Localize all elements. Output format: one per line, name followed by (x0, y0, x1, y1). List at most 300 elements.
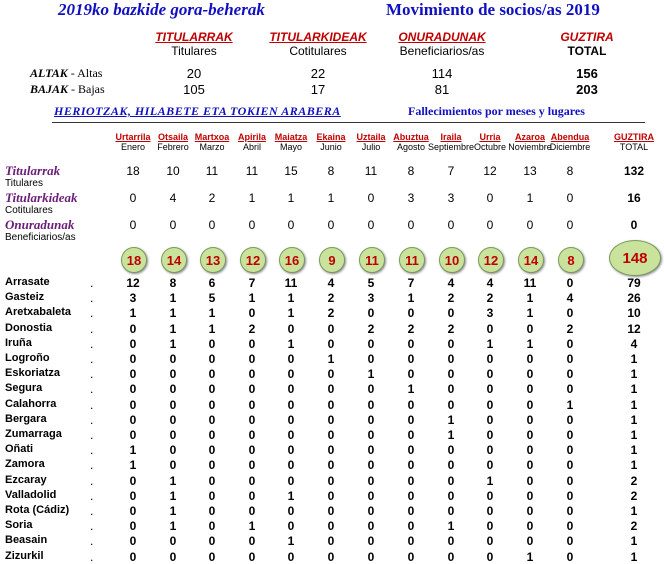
place-cell: 0 (248, 397, 256, 412)
place-cell: 1 (169, 473, 177, 488)
place-cell: 0 (248, 458, 256, 473)
place-cell: 0 (367, 458, 375, 473)
month-total-bubble: 10 (439, 247, 465, 273)
group-cell: 7 (447, 164, 455, 178)
place-cell: 0 (287, 367, 295, 382)
summary-cell: 105 (183, 82, 205, 97)
place-cell: 0 (447, 488, 455, 503)
place-cell: 0 (208, 443, 216, 458)
group-cell: 1 (248, 191, 256, 205)
summary-col-subheader: Titulares (171, 44, 217, 58)
place-cell: 3 (367, 291, 375, 306)
group-cell: 8 (327, 164, 335, 178)
place-cell: 0 (407, 367, 415, 382)
group-cell: 132 (623, 164, 645, 178)
place-cell: 0 (407, 473, 415, 488)
place-cell: 0 (526, 488, 534, 503)
place-cell: 2 (566, 321, 574, 336)
place-cell: 0 (248, 549, 256, 564)
place-cell: 0 (208, 397, 216, 412)
place-cell: 0 (486, 549, 494, 564)
place-cell: 1 (169, 488, 177, 503)
place-cell: 0 (447, 336, 455, 351)
place-cell: 1 (566, 397, 574, 412)
place-cell: 0 (566, 549, 574, 564)
group-cell: 0 (486, 191, 494, 205)
place-cell: 1 (208, 306, 216, 321)
place-cell: 0 (129, 428, 137, 442)
place-cell: 2 (630, 519, 638, 534)
place-cell: 0 (566, 534, 574, 549)
place-dot: . (90, 519, 94, 534)
place-cell: 0 (287, 443, 295, 458)
place-cell: 1 (287, 534, 295, 549)
place-cell: 0 (327, 458, 335, 473)
place-cell: 1 (367, 367, 375, 382)
month-total-bubble: 148 (609, 240, 661, 276)
place-cell: 3 (129, 291, 137, 306)
summary-col-header: TITULARRAK (155, 30, 233, 44)
place-cell: 0 (407, 397, 415, 412)
place-cell: 0 (327, 534, 335, 549)
place-cell: 0 (287, 519, 295, 534)
place-cell: 0 (447, 367, 455, 382)
group-sublabel: Titulares (5, 178, 43, 189)
place-cell: 0 (208, 336, 216, 351)
place-cell: 0 (287, 352, 295, 366)
place-cell: 1 (630, 352, 638, 366)
place-cell: 0 (327, 549, 335, 564)
summary-cell: 81 (434, 82, 450, 97)
place-cell: 0 (327, 321, 335, 336)
place-cell: 79 (627, 276, 641, 290)
group-cell: 13 (523, 164, 537, 178)
month-header: Maiatza Mayo (274, 132, 308, 152)
place-cell: 0 (248, 443, 256, 458)
place-cell: 0 (287, 412, 295, 427)
place-cell: 0 (407, 428, 415, 442)
place-cell: 0 (327, 382, 335, 397)
place-cell: 0 (208, 428, 216, 442)
place-cell: 0 (208, 549, 216, 564)
place-cell: 0 (208, 504, 216, 518)
place-cell: 0 (566, 412, 574, 427)
place-cell: 1 (526, 336, 534, 351)
month-total-bubble: 14 (518, 247, 544, 273)
place-cell: 1 (169, 321, 177, 336)
place-cell: 0 (129, 488, 137, 503)
place-cell: 1 (630, 549, 638, 564)
place-cell: 1 (526, 306, 534, 321)
place-cell: 0 (486, 488, 494, 503)
place-cell: 0 (129, 382, 137, 397)
place-cell: 1 (630, 443, 638, 458)
group-cell: 3 (447, 191, 455, 205)
month-total-bubble: 18 (121, 247, 147, 273)
group-cell: 0 (566, 218, 574, 232)
place-cell: 0 (367, 397, 375, 412)
place-cell: 0 (367, 382, 375, 397)
place-cell: 0 (566, 519, 574, 534)
place-cell: 0 (367, 412, 375, 427)
summary-cell: 156 (576, 66, 598, 81)
group-cell: 1 (287, 191, 295, 205)
summary-row-label: ALTAK - Altas (30, 66, 103, 80)
place-cell: 11 (284, 276, 298, 290)
group-cell: 0 (407, 218, 415, 232)
place-cell: 0 (208, 352, 216, 366)
place-cell: 0 (129, 367, 137, 382)
group-label: Onuradunak (5, 217, 75, 232)
group-label: Titularrak (5, 163, 61, 178)
place-name: Zumarraga (5, 428, 62, 440)
place-cell: 0 (526, 534, 534, 549)
place-dot: . (90, 367, 94, 382)
place-dot: . (90, 336, 94, 351)
summary-cell: 17 (310, 82, 326, 97)
place-cell: 0 (526, 519, 534, 534)
place-cell: 1 (630, 534, 638, 549)
month-header: Apirila Abril (237, 132, 266, 152)
group-cell: 0 (169, 218, 177, 232)
place-cell: 0 (367, 473, 375, 488)
group-cell: 11 (245, 164, 259, 178)
place-dot: . (90, 549, 94, 564)
place-cell: 2 (630, 488, 638, 503)
month-header: Abuztua Agosto (393, 132, 429, 152)
summary-cell: 114 (431, 66, 453, 81)
place-cell: 0 (526, 352, 534, 366)
place-cell: 0 (486, 321, 494, 336)
place-cell: 0 (287, 382, 295, 397)
summary-col-header: ONURADUNAK (398, 30, 486, 44)
place-dot: . (90, 321, 94, 336)
month-total-bubble: 9 (319, 247, 345, 273)
place-name: Segura (5, 382, 43, 395)
place-cell: 0 (486, 428, 494, 442)
place-cell: 0 (407, 504, 415, 518)
place-cell: 1 (630, 428, 638, 442)
group-cell: 11 (205, 164, 219, 178)
place-cell: 1 (630, 367, 638, 382)
place-cell: 12 (126, 276, 140, 290)
month-header: Urtarrila Enero (115, 132, 151, 152)
month-header: Uztaila Julio (356, 132, 386, 152)
month-total-bubble: 13 (200, 247, 226, 273)
place-cell: 1 (287, 291, 295, 306)
place-cell: 1 (526, 291, 534, 306)
place-cell: 0 (526, 412, 534, 427)
place-cell: 0 (169, 458, 177, 473)
place-cell: 0 (169, 412, 177, 427)
place-cell: 0 (327, 397, 335, 412)
place-cell: 0 (208, 534, 216, 549)
month-header: Iraila Septiembre (428, 132, 475, 152)
summary-col-subheader: TOTAL (567, 44, 607, 58)
group-cell: 1 (526, 191, 534, 205)
place-cell: 1 (169, 519, 177, 534)
place-cell: 1 (248, 519, 256, 534)
place-cell: 0 (169, 443, 177, 458)
place-name: Zamora (5, 458, 45, 471)
group-cell: 18 (126, 164, 140, 178)
place-cell: 0 (327, 367, 335, 382)
place-cell: 0 (129, 412, 137, 427)
month-header: Martxoa Marzo (194, 132, 230, 152)
place-cell: 0 (248, 367, 256, 382)
month-header: Otsaila Febrero (157, 132, 189, 152)
place-dot: . (90, 412, 94, 427)
place-cell: 0 (526, 321, 534, 336)
place-cell: 0 (486, 534, 494, 549)
place-cell: 0 (248, 306, 256, 321)
section-title-basque: HERIOTZAK, HILABETE ETA TOKIEN ARABERA (54, 104, 341, 118)
place-cell: 0 (407, 519, 415, 534)
place-cell: 4 (447, 276, 455, 290)
place-cell: 0 (407, 549, 415, 564)
place-name: Bergara (5, 412, 47, 425)
group-cell: 3 (407, 191, 415, 205)
summary-col-header: TITULARKIDEAK (269, 30, 367, 44)
place-name: Iruña (5, 336, 32, 349)
place-cell: 0 (129, 473, 137, 488)
place-cell: 0 (566, 382, 574, 397)
place-cell: 0 (407, 306, 415, 321)
place-cell: 4 (566, 291, 574, 306)
place-cell: 0 (327, 336, 335, 351)
place-cell: 0 (447, 534, 455, 549)
place-cell: 0 (367, 519, 375, 534)
place-cell: 2 (630, 473, 638, 488)
place-cell: 1 (526, 549, 534, 564)
group-cell: 0 (447, 218, 455, 232)
place-name: Donostia (5, 321, 53, 334)
group-cell: 12 (483, 164, 497, 178)
place-cell: 1 (630, 382, 638, 397)
group-cell: 0 (630, 218, 638, 232)
summary-col-subheader: Cotitulares (289, 44, 347, 58)
place-dot: . (90, 306, 94, 321)
place-cell: 1 (630, 397, 638, 412)
place-cell: 0 (169, 534, 177, 549)
place-cell: 0 (169, 382, 177, 397)
place-cell: 0 (447, 443, 455, 458)
place-cell: 1 (407, 291, 415, 306)
place-dot: . (90, 488, 94, 503)
group-cell: 0 (486, 218, 494, 232)
summary-cell: 22 (310, 66, 326, 81)
group-cell: 1 (327, 191, 335, 205)
month-header: GUZTIRA TOTAL (614, 132, 654, 152)
place-name: Aretxabaleta (5, 306, 72, 319)
place-cell: 5 (208, 291, 216, 306)
place-cell: 0 (486, 367, 494, 382)
place-cell: 0 (526, 367, 534, 382)
place-cell: 0 (526, 397, 534, 412)
group-cell: 0 (208, 218, 216, 232)
place-cell: 0 (447, 352, 455, 366)
title-basque: 2019ko bazkide gora-beherak (58, 0, 265, 19)
place-dot: . (90, 534, 94, 549)
place-cell: 6 (208, 276, 216, 290)
place-cell: 1 (486, 473, 494, 488)
place-cell: 0 (447, 397, 455, 412)
place-cell: 0 (447, 306, 455, 321)
place-cell: 0 (169, 428, 177, 442)
place-cell: 0 (566, 443, 574, 458)
place-name: Calahorra (5, 397, 57, 410)
place-cell: 1 (129, 458, 137, 473)
place-cell: 0 (208, 412, 216, 427)
place-cell: 12 (627, 321, 641, 336)
place-cell: 5 (367, 276, 375, 290)
place-dot: . (90, 504, 94, 518)
month-total-bubble: 16 (279, 247, 305, 273)
place-cell: 4 (630, 336, 638, 351)
place-cell: 1 (248, 291, 256, 306)
place-cell: 2 (447, 291, 455, 306)
place-cell: 0 (486, 458, 494, 473)
place-cell: 0 (526, 473, 534, 488)
summary-col-subheader: Beneficiarios/as (399, 44, 485, 58)
place-name: Logroño (5, 352, 50, 364)
place-cell: 0 (367, 534, 375, 549)
place-cell: 0 (367, 352, 375, 366)
group-cell: 0 (129, 191, 137, 205)
place-cell: 0 (407, 458, 415, 473)
group-cell: 0 (129, 218, 137, 232)
group-sublabel: Beneficiarios/as (5, 232, 76, 243)
place-cell: 0 (327, 504, 335, 518)
place-cell: 0 (526, 504, 534, 518)
month-total-bubble: 14 (161, 247, 187, 273)
place-cell: 1 (447, 519, 455, 534)
place-cell: 0 (287, 458, 295, 473)
place-cell: 2 (367, 321, 375, 336)
group-cell: 8 (407, 164, 415, 178)
place-cell: 0 (486, 397, 494, 412)
group-cell: 10 (166, 164, 180, 178)
place-cell: 0 (327, 428, 335, 442)
place-cell: 10 (627, 306, 641, 321)
place-dot: . (90, 382, 94, 397)
place-cell: 1 (287, 306, 295, 321)
place-cell: 1 (407, 382, 415, 397)
place-name: Arrasate (5, 276, 50, 288)
place-cell: 1 (630, 458, 638, 473)
place-cell: 4 (327, 276, 335, 290)
place-cell: 0 (208, 519, 216, 534)
group-cell: 0 (566, 191, 574, 205)
place-cell: 1 (169, 306, 177, 321)
place-cell: 1 (287, 336, 295, 351)
place-cell: 0 (327, 488, 335, 503)
place-cell: 0 (169, 397, 177, 412)
place-cell: 0 (526, 428, 534, 442)
place-cell: 3 (486, 306, 494, 321)
place-cell: 0 (287, 473, 295, 488)
place-cell: 0 (486, 412, 494, 427)
group-cell: 0 (327, 218, 335, 232)
place-dot: . (90, 473, 94, 488)
place-name: Oñati (5, 443, 34, 456)
place-cell: 1 (129, 443, 137, 458)
summary-col-header: GUZTIRA (560, 30, 614, 44)
place-cell: 0 (566, 488, 574, 503)
place-cell: 0 (169, 352, 177, 366)
place-cell: 26 (627, 291, 641, 306)
place-cell: 0 (169, 549, 177, 564)
group-cell: 15 (284, 164, 298, 178)
place-cell: 0 (367, 428, 375, 442)
place-cell: 0 (248, 488, 256, 503)
place-cell: 0 (367, 336, 375, 351)
divider (52, 122, 645, 123)
place-cell: 0 (248, 382, 256, 397)
place-cell: 0 (327, 473, 335, 488)
group-cell: 0 (287, 218, 295, 232)
place-dot: . (90, 443, 94, 458)
month-header: Abendua Diciembre (549, 132, 591, 152)
place-cell: 0 (248, 336, 256, 351)
place-cell: 11 (523, 276, 537, 290)
place-cell: 0 (367, 488, 375, 503)
place-name: Ezcaray (5, 473, 47, 486)
place-cell: 1 (486, 336, 494, 351)
place-cell: 0 (129, 549, 137, 564)
place-cell: 0 (407, 443, 415, 458)
place-cell: 1 (327, 352, 335, 366)
place-cell: 2 (327, 291, 335, 306)
place-cell: 0 (208, 382, 216, 397)
summary-cell: 203 (576, 82, 598, 97)
place-cell: 0 (129, 519, 137, 534)
place-name: Zizurkil (5, 549, 44, 562)
place-dot: . (90, 276, 94, 290)
group-cell: 4 (169, 191, 177, 205)
place-name: Gasteiz (5, 291, 45, 304)
summary-cell: 20 (186, 66, 202, 81)
place-cell: 0 (327, 443, 335, 458)
place-name: Soria (5, 519, 33, 532)
place-cell: 1 (447, 428, 455, 442)
place-cell: 0 (566, 352, 574, 366)
place-cell: 0 (327, 519, 335, 534)
place-cell: 0 (367, 443, 375, 458)
group-cell: 16 (627, 191, 641, 205)
place-cell: 1 (129, 306, 137, 321)
place-cell: 0 (287, 321, 295, 336)
place-name: Rota (Cádiz) (5, 504, 70, 516)
place-cell: 0 (526, 458, 534, 473)
place-dot: . (90, 397, 94, 412)
place-cell: 0 (447, 473, 455, 488)
group-cell: 0 (367, 191, 375, 205)
place-cell: 1 (169, 291, 177, 306)
place-dot: . (90, 428, 94, 442)
place-cell: 0 (367, 504, 375, 518)
place-cell: 0 (566, 504, 574, 518)
month-header: Azaroa Noviembre (508, 132, 552, 152)
place-cell: 0 (447, 458, 455, 473)
group-cell: 0 (367, 218, 375, 232)
place-cell: 1 (630, 504, 638, 518)
place-cell: 4 (486, 276, 494, 290)
place-cell: 0 (208, 488, 216, 503)
place-cell: 0 (407, 534, 415, 549)
month-total-bubble: 11 (359, 247, 385, 273)
group-cell: 0 (248, 218, 256, 232)
